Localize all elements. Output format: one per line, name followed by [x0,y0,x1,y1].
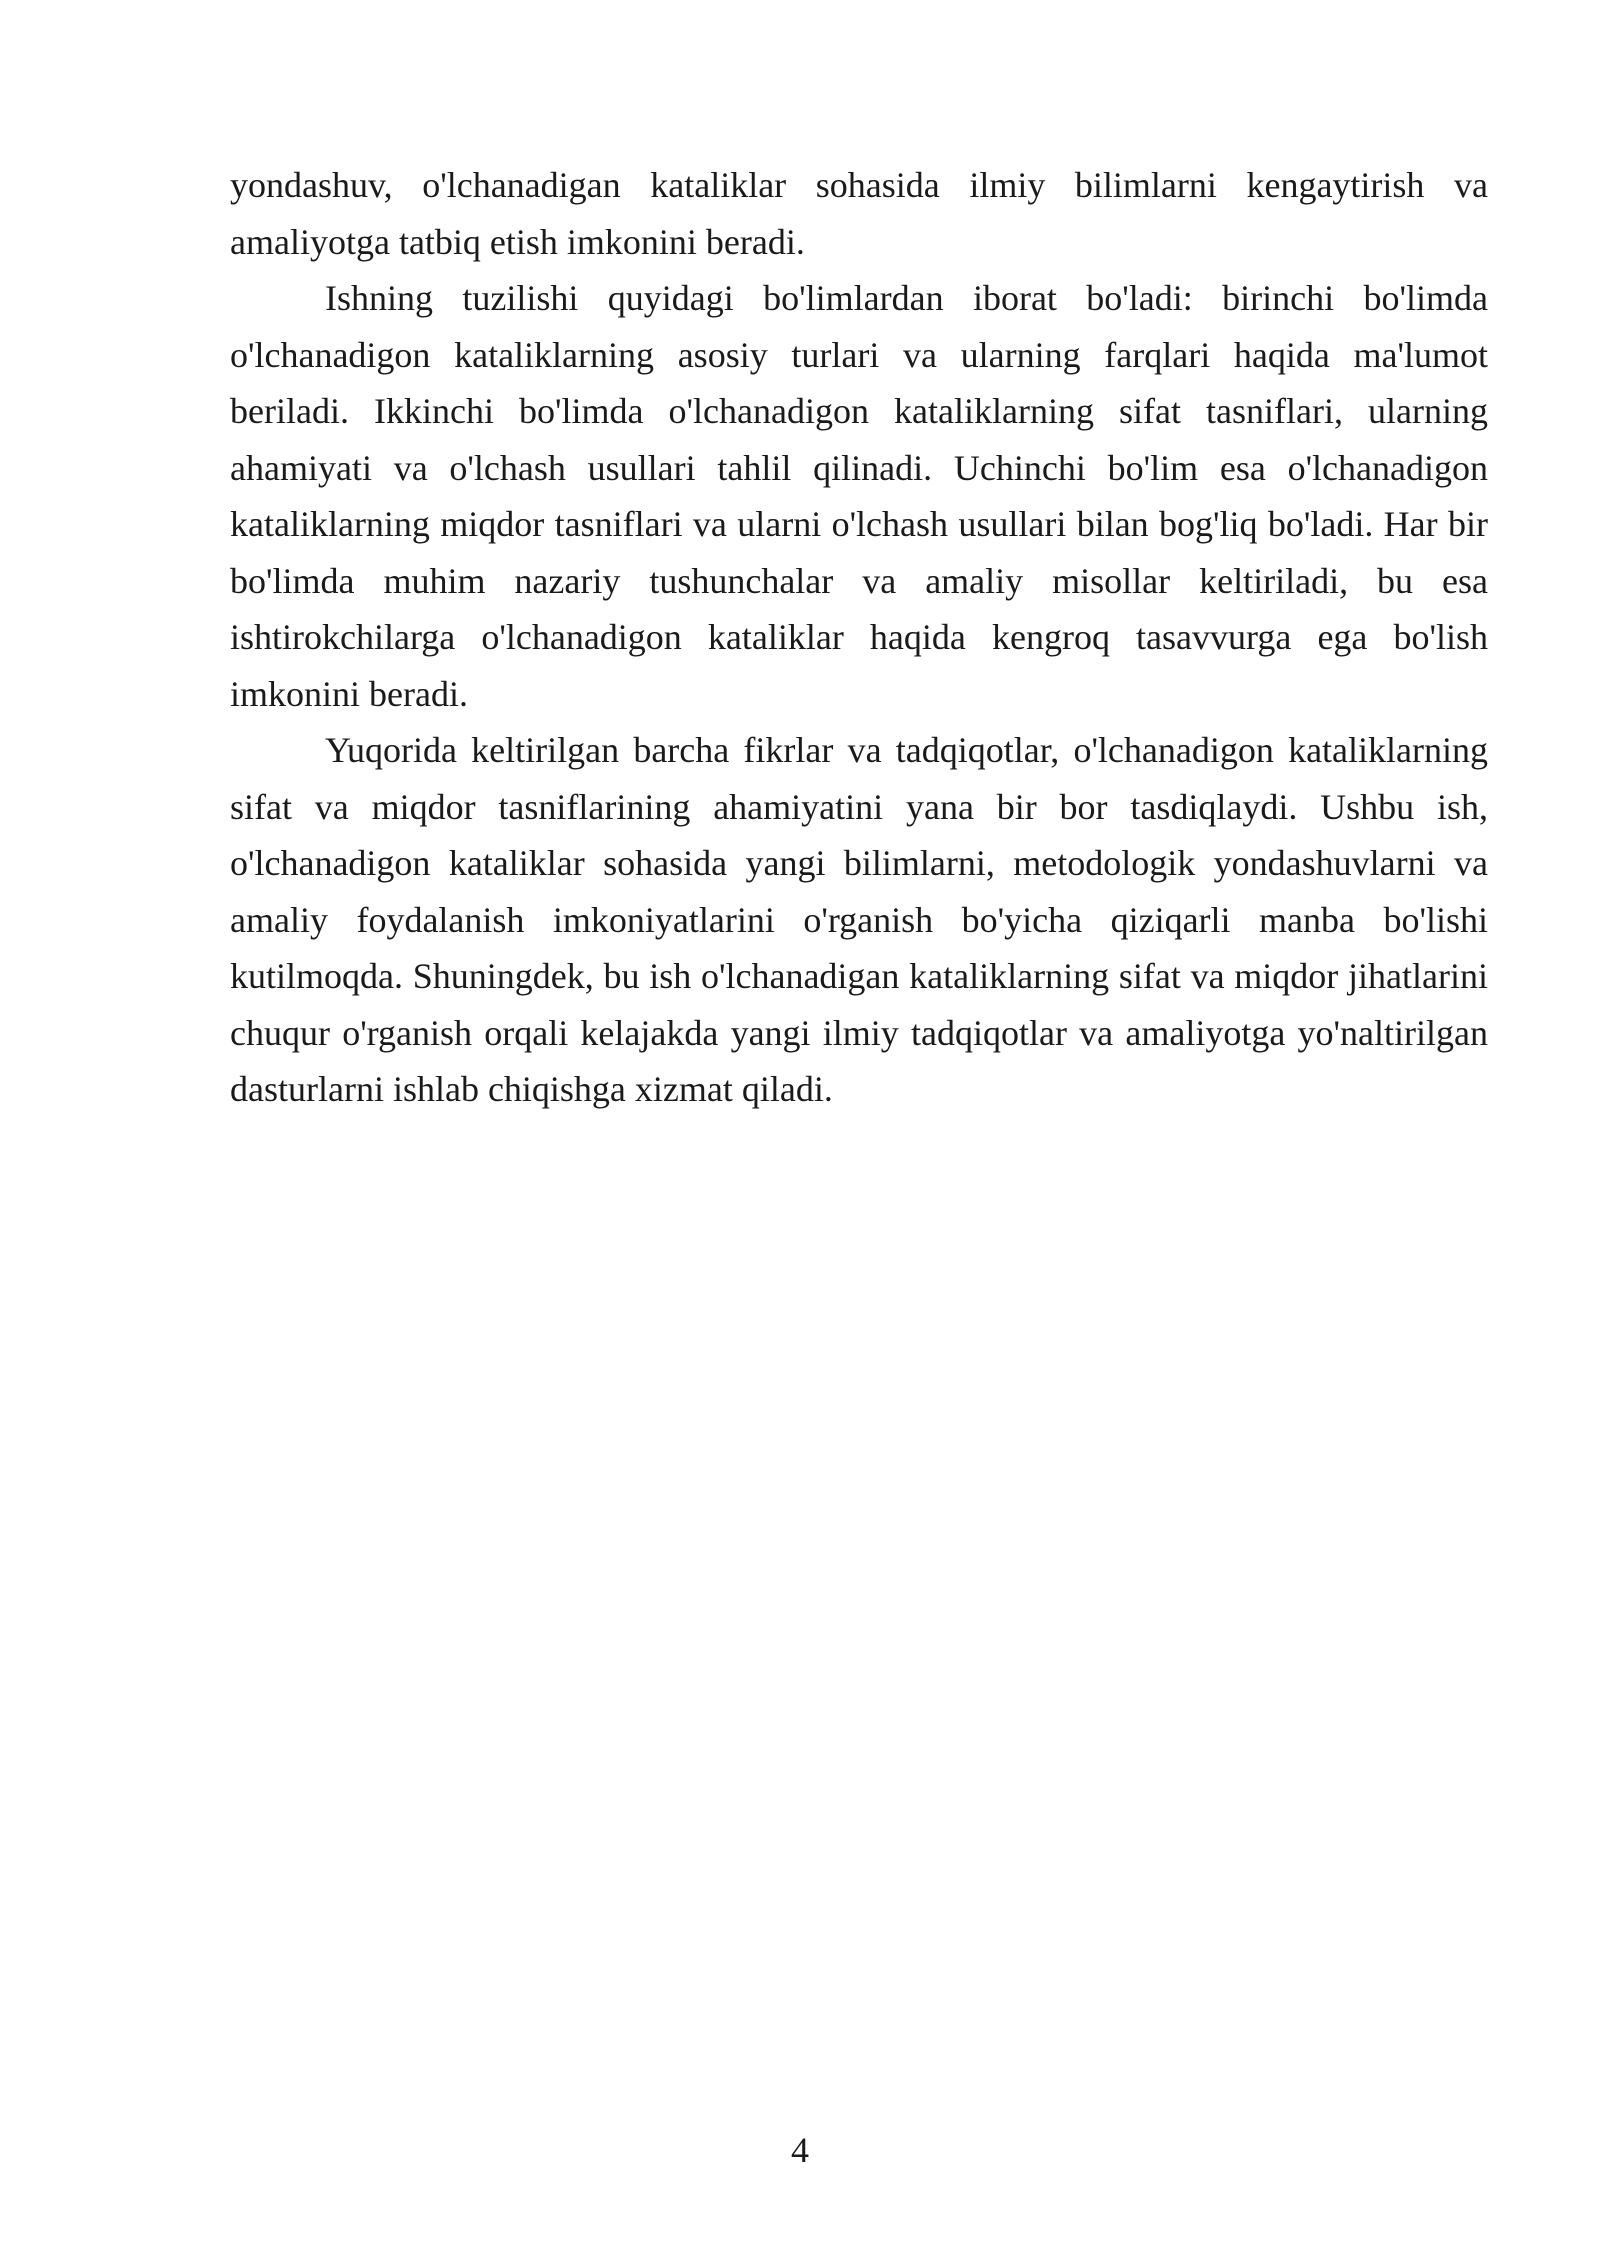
page-number: 4 [791,2130,809,2170]
paragraph-structure: Ishning tuzilishi quyidagi bo'limlardan iborat bo'ladi: birinchi bo'limda o'lchanadigon kataliklarning asosiy turlari va ularning farqlari haqida ma'lumot beriladi. Ikkinchi bo'limda o'lchanadigon kataliklarning sifat tasniflari, ularning ahamiyati va o'lchash usullari tahlil qilinadi. Uchinchi bo'lim esa o'lchanadigon kataliklarning miqdor tasniflari va ularni o'lchash usullari bilan bog'liq bo'ladi. Har bir bo'limda muhim nazariy tushunchalar va amaliy misollar keltiriladi, bu esa ishtirokchilarga o'lchanadigon kataliklar haqida kengroq tasavvurga ega bo'lish imkonini beradi. [230,278,1488,714]
paragraph-continuation: yondashuv, o'lchanadigan kataliklar sohasida ilmiy bilimlarni kengaytirish va amaliyotga tatbiq etish imkonini beradi. [230,165,1488,262]
paragraph-conclusion: Yuqorida keltirilgan barcha fikrlar va tadqiqotlar, o'lchanadigon kataliklarning sifat va miqdor tasniflarining ahamiyatini yana bir bor tasdiqlaydi. Ushbu ish, o'lchanadigon kataliklar sohasida yangi bilimlarni, metodologik yondashuvlarni va amaliy foydalanish imkoniyatlarini o'rganish bo'yicha qiziqarli manba bo'lishi kutilmoqda. Shuningdek, bu ish o'lchanadigan kataliklarning sifat va miqdor jihatlarini chuqur o'rganish orqali kelajakda yangi ilmiy tadqiqotlar va amaliyotga yo'naltirilgan dasturlarni ishlab chiqishga xizmat qiladi. [230,730,1488,1109]
body-text [230,157,1488,1118]
